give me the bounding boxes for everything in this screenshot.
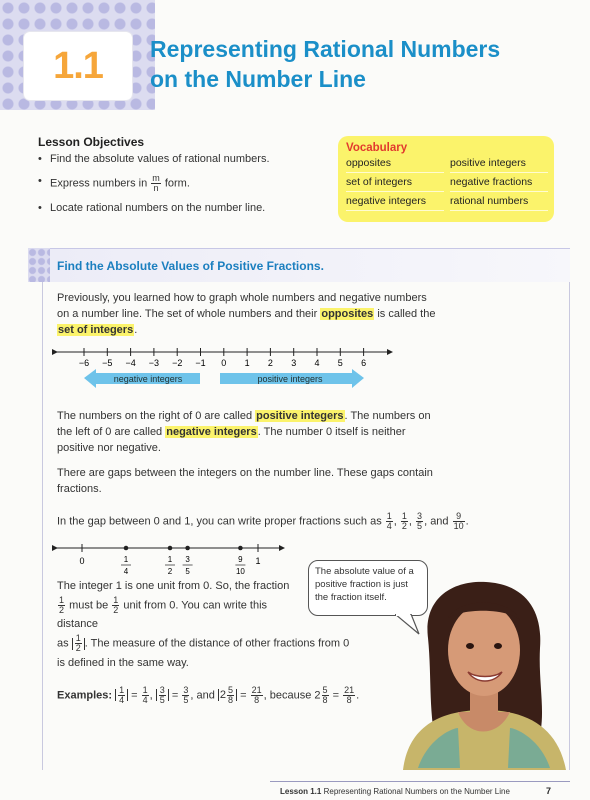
student-illustration xyxy=(398,578,570,770)
negative-integers-label: negative integers xyxy=(113,374,183,384)
vocabulary-grid xyxy=(346,154,546,211)
tick-label: −5 xyxy=(102,358,113,368)
fraction: $\frac{m}{n}$ xyxy=(152,173,160,193)
tick-label: −4 xyxy=(125,358,136,368)
highlight-term: opposites xyxy=(321,308,374,320)
fraction-number-line xyxy=(50,540,290,582)
vocabulary-box xyxy=(338,136,554,222)
lesson-number: 1.1 xyxy=(53,44,103,87)
fraction-numerator: 1 xyxy=(123,555,129,564)
section-title: Find the Absolute Values of Positive Fractions. xyxy=(57,259,324,273)
vocab-term: set of integers xyxy=(346,173,444,192)
fraction-point xyxy=(124,546,129,551)
speech-bubble: The absolute value of a positive fraction is just the fraction itself. xyxy=(308,560,428,616)
fraction-denominator: 2 xyxy=(167,567,173,576)
examples-line: Examples: $\frac{1}{4}$ = $\frac{1}{4}$ , $\frac{3}{5}$ = $\frac{3}{5}$ , and 2 $\frac{5}{8}$ = $\frac{21}{8}$ , because 2 $\frac{5}{8}$ = $\frac{21}{8}$ . xyxy=(57,685,360,705)
lesson-number-badge xyxy=(24,32,132,100)
section-header xyxy=(42,248,570,282)
fraction-point xyxy=(168,546,173,551)
objective-item: • Locate rational numbers on the number line. xyxy=(38,201,318,215)
negative-integers-arrow xyxy=(84,369,200,388)
tick-label: −6 xyxy=(78,358,90,368)
fraction-point xyxy=(185,546,190,551)
tick-label: −3 xyxy=(148,358,160,368)
page-title-line2: on the Number Line xyxy=(150,66,366,92)
vocab-term: negative fractions xyxy=(450,173,548,192)
fraction-denominator: 10 xyxy=(235,567,245,576)
tick-label: 5 xyxy=(337,358,343,368)
tick-label: 4 xyxy=(314,358,320,368)
fraction-denominator: 4 xyxy=(123,567,129,576)
paragraph-gaps: There are gaps between the integers on the number line. These gaps contain fractions. xyxy=(57,467,433,495)
paragraph-integers: The numbers on the right of 0 are called positive integers. The numbers on the left of 0 are called negative integers. The number 0 itself is neither positive nor negative. xyxy=(57,410,431,454)
positive-integers-label: positive integers xyxy=(257,374,323,384)
vocab-term: positive integers xyxy=(450,154,548,173)
page-number: 7 xyxy=(546,786,552,796)
tick-label: 0 xyxy=(221,358,227,368)
highlight-term: positive integers xyxy=(256,410,344,422)
fraction-denominator: 5 xyxy=(185,567,190,576)
footer: Lesson 1.1 Representing Rational Numbers on the Number Line xyxy=(280,787,510,796)
vocab-term: rational numbers xyxy=(450,192,548,211)
label-one: 1 xyxy=(255,556,261,566)
integer-number-line xyxy=(50,340,400,395)
objective-item: • Find the absolute values of rational numbers. xyxy=(38,152,318,166)
footer-rule xyxy=(270,781,570,782)
objective-item: • Express numbers in $\frac{m}{n}$ form. xyxy=(38,174,318,193)
section-dot-pattern xyxy=(28,248,50,282)
paragraph-unit-distance: The integer 1 is one unit from 0. So, the fraction $\frac{1}{2}$ must be $\frac{1}{2}$ unit from 0. You can write this distance as $\frac{1}{2}$ . The measure of the distance of other fractions from 0 is defined in the same way. xyxy=(57,580,350,669)
highlight-term: negative integers xyxy=(166,426,257,438)
page-title-line1: Representing Rational Numbers xyxy=(150,36,501,62)
tick-label: −2 xyxy=(172,358,183,368)
vocab-term: opposites xyxy=(346,154,444,173)
paragraph-intro: Previously, you learned how to graph whole numbers and negative numbers on a number line. The set of whole numbers and their opposites is called the set of integers. xyxy=(57,292,436,336)
highlight-term: set of integers xyxy=(58,324,134,336)
tick-label: 2 xyxy=(267,358,273,368)
page-title xyxy=(150,34,570,94)
paragraph-fractions: In the gap between 0 and 1, you can write proper fractions such as $\frac{1}{4}$ , $\frac{1}{2}$ , $\frac{3}{5}$ , and $\frac{9}{10}$ . xyxy=(57,511,469,531)
fraction-numerator: 3 xyxy=(185,555,190,564)
fraction-point xyxy=(238,546,243,551)
tick-label: 3 xyxy=(291,358,297,368)
tick-label: 6 xyxy=(361,358,367,368)
label-zero: 0 xyxy=(79,556,85,566)
objectives-heading: Lesson Objectives xyxy=(38,135,145,149)
positive-integers-arrow xyxy=(220,369,364,388)
tick-label: 1 xyxy=(244,358,250,368)
objectives-list xyxy=(38,152,318,223)
tick-label: −1 xyxy=(195,358,206,368)
vocabulary-heading: Vocabulary xyxy=(346,142,408,154)
fraction-numerator: 1 xyxy=(167,555,173,564)
vocab-term: negative integers xyxy=(346,192,444,211)
fraction-numerator: 9 xyxy=(238,555,243,564)
